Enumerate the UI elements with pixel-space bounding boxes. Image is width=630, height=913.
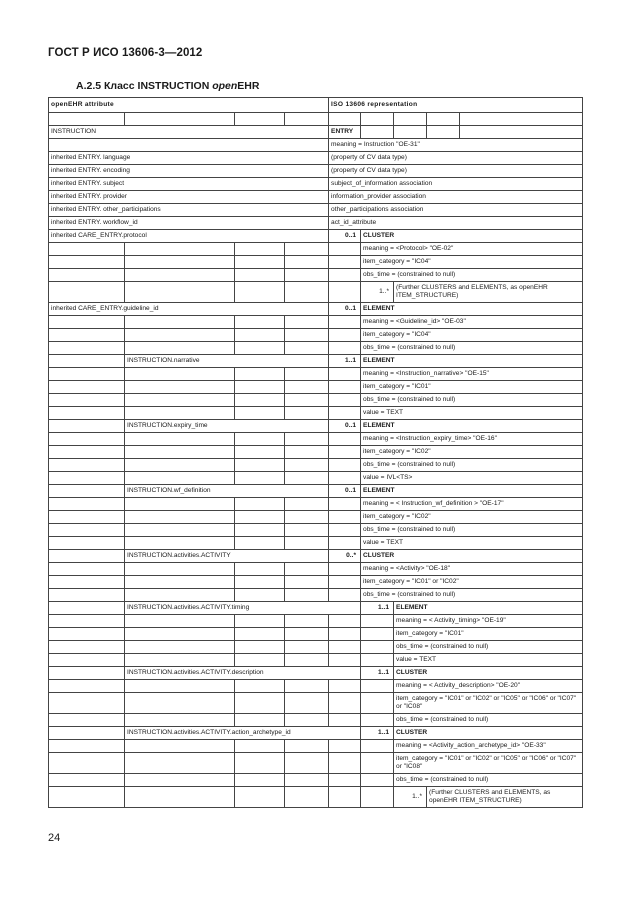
document-header: ГОСТ Р ИСО 13606-3—2012 [48, 47, 203, 59]
cell-obs-time: obs_time = (constrained to null) [361, 524, 583, 537]
cell-value: value = TEXT [361, 537, 583, 550]
cell-instruction: INSTRUCTION [49, 126, 329, 139]
page-number: 24 [48, 832, 61, 844]
table-row [49, 641, 583, 654]
table-row [49, 355, 583, 368]
cell-further: (Further CLUSTERS and ELEMENTS, as openEHR ITEM_STRUCTURE) [427, 787, 583, 808]
cell-cardinality: 0..* [329, 550, 361, 563]
cell-further: (Further CLUSTERS and ELEMENTS, as openEHR ITEM_STRUCTURE) [394, 282, 583, 303]
cell-meaning: meaning = < Activity_description> "OE-20" [394, 680, 583, 693]
cell-attribute: INSTRUCTION.narrative [125, 355, 329, 368]
table-row [49, 774, 583, 787]
cell-class: ELEMENT [361, 485, 583, 498]
cell-attribute: INSTRUCTION.activities.ACTIVITY.timing [125, 602, 361, 615]
cell-item-category: item_category = "IC01" [394, 628, 583, 641]
cell-representation: other_participations association [329, 204, 583, 217]
cell-cardinality: 1..1 [361, 667, 394, 680]
cell-meaning: meaning = < Instruction_wf_definition > "OE-17" [361, 498, 583, 511]
table-row [49, 511, 583, 524]
section-title-italic: open [212, 80, 238, 92]
cell-attribute: inherited CARE_ENTRY.guideline_id [49, 303, 329, 316]
cell-obs-time: obs_time = (constrained to null) [394, 641, 583, 654]
cell-attribute: inherited ENTRY. language [49, 152, 329, 165]
cell-cardinality: 1..1 [361, 727, 394, 740]
cell-entry: ENTRY [329, 126, 361, 139]
cell-representation: information_provider association [329, 191, 583, 204]
cell-attribute: inherited ENTRY. subject [49, 178, 329, 191]
cell-item-category: item_category = "IC01" [361, 381, 583, 394]
table-row [49, 563, 583, 576]
table-row [49, 243, 583, 256]
cell-attribute: inherited ENTRY. encoding [49, 165, 329, 178]
cell-meaning: meaning = <Guideline_id> "OE-03" [361, 316, 583, 329]
cell-item-category: item_category = "IC01" or "IC02" [361, 576, 583, 589]
cell-attribute: INSTRUCTION.wf_definition [125, 485, 329, 498]
table-row [49, 368, 583, 381]
table-row [49, 217, 583, 230]
section-title [76, 80, 259, 92]
table-row [49, 654, 583, 667]
cell-representation: (property of CV data type) [329, 165, 583, 178]
table-row [49, 667, 583, 680]
cell-attribute: INSTRUCTION.activities.ACTIVITY.description [125, 667, 361, 680]
cell-item-category: item_category = "IC02" [361, 446, 583, 459]
cell-cardinality: 1..* [361, 282, 394, 303]
cell-item-category: item_category = "IC04" [361, 256, 583, 269]
cell-class: ELEMENT [361, 303, 583, 316]
cell-obs-time: obs_time = (constrained to null) [394, 714, 583, 727]
cell-class: ELEMENT [361, 420, 583, 433]
table-header-row [49, 98, 583, 113]
table-row [49, 329, 583, 342]
table-row [49, 113, 583, 126]
cell-class: ELEMENT [361, 355, 583, 368]
cell-class: CLUSTER [361, 550, 583, 563]
table-row [49, 303, 583, 316]
table-row [49, 256, 583, 269]
table-row [49, 407, 583, 420]
table-row [49, 152, 583, 165]
table-row [49, 204, 583, 217]
table-row [49, 139, 583, 152]
cell-cardinality: 1..1 [361, 602, 394, 615]
cell-cardinality: 0..1 [329, 303, 361, 316]
table-row [49, 394, 583, 407]
cell-class: CLUSTER [361, 230, 583, 243]
cell-meaning: meaning = Instruction "OE-31" [329, 139, 583, 152]
cell-cardinality: 0..1 [329, 230, 361, 243]
cell-cardinality: 1..* [394, 787, 427, 808]
table-row [49, 589, 583, 602]
table-row [49, 420, 583, 433]
table-row [49, 628, 583, 641]
cell-item-category: item_category = "IC01" or "IC02" or "IC05" or "IC06" or "IC07" or "IC08" [394, 693, 583, 714]
section-title-suffix: EHR [237, 80, 260, 92]
cell-meaning: meaning = < Activity_timing> "OE-19" [394, 615, 583, 628]
cell-attribute: inherited CARE_ENTRY.protocol [49, 230, 329, 243]
table-row [49, 753, 583, 774]
cell-meaning: meaning = <Instruction_narrative> "OE-15" [361, 368, 583, 381]
table-row [49, 485, 583, 498]
table-row [49, 602, 583, 615]
table-row [49, 550, 583, 563]
cell-cardinality: 1..1 [329, 355, 361, 368]
cell-class: CLUSTER [394, 727, 583, 740]
cell-class: ELEMENT [394, 602, 583, 615]
cell-obs-time: obs_time = (constrained to null) [361, 459, 583, 472]
table-row [49, 126, 583, 139]
table-row [49, 269, 583, 282]
table-row [49, 498, 583, 511]
table-row [49, 537, 583, 550]
cell-class: CLUSTER [394, 667, 583, 680]
cell-attribute: inherited ENTRY. workflow_id [49, 217, 329, 230]
table-row [49, 282, 583, 303]
cell-representation: (property of CV data type) [329, 152, 583, 165]
cell-meaning: meaning = <Protocol> "OE-02" [361, 243, 583, 256]
cell-item-category: item_category = "IC04" [361, 329, 583, 342]
table-row [49, 316, 583, 329]
cell-attribute: inherited ENTRY. provider [49, 191, 329, 204]
table-row [49, 381, 583, 394]
table-row [49, 446, 583, 459]
cell-meaning: meaning = <Activity> "OE-18" [361, 563, 583, 576]
table-row [49, 191, 583, 204]
cell-obs-time: obs_time = (constrained to null) [394, 774, 583, 787]
table-row [49, 459, 583, 472]
cell-meaning: meaning = <Activity_action_archetype_id> "OE-33" [394, 740, 583, 753]
cell-cardinality: 0..1 [329, 420, 361, 433]
table-row [49, 524, 583, 537]
table-row [49, 787, 583, 808]
cell-value: value = TEXT [361, 407, 583, 420]
table-row [49, 230, 583, 243]
table-row [49, 472, 583, 485]
cell-attribute: INSTRUCTION.activities.ACTIVITY [125, 550, 329, 563]
cell-attribute: inherited ENTRY. other_participations [49, 204, 329, 217]
section-title-prefix: А.2.5 Класс INSTRUCTION [76, 80, 213, 92]
cell-value: value = IVL<TS> [361, 472, 583, 485]
table-row [49, 433, 583, 446]
table-row [49, 727, 583, 740]
cell-meaning: meaning = <Instruction_expiry_time> "OE-16" [361, 433, 583, 446]
table-row [49, 693, 583, 714]
cell-attribute: INSTRUCTION.activities.ACTIVITY.action_archetype_id [125, 727, 361, 740]
table-row [49, 178, 583, 191]
cell-representation: subject_of_information association [329, 178, 583, 191]
header-iso-representation: ISO 13606 representation [329, 98, 583, 113]
table-row [49, 740, 583, 753]
cell-obs-time: obs_time = (constrained to null) [361, 342, 583, 355]
cell-attribute: INSTRUCTION.expiry_time [125, 420, 329, 433]
cell-obs-time: obs_time = (constrained to null) [361, 394, 583, 407]
table-row [49, 342, 583, 355]
table-row [49, 680, 583, 693]
table-row [49, 576, 583, 589]
table-row [49, 714, 583, 727]
table-row [49, 165, 583, 178]
cell-obs-time: obs_time = (constrained to null) [361, 269, 583, 282]
cell-item-category: item_category = "IC01" or "IC02" or "IC05" or "IC06" or "IC07" or "IC08" [394, 753, 583, 774]
cell-obs-time: obs_time = (constrained to null) [361, 589, 583, 602]
table-row [49, 615, 583, 628]
cell-representation: act_id_attribute [329, 217, 583, 230]
mapping-table [48, 97, 583, 808]
cell-item-category: item_category = "IC02" [361, 511, 583, 524]
header-openehr-attribute: openEHR attribute [49, 98, 329, 113]
cell-value: value = TEXT [394, 654, 583, 667]
cell-cardinality: 0..1 [329, 485, 361, 498]
